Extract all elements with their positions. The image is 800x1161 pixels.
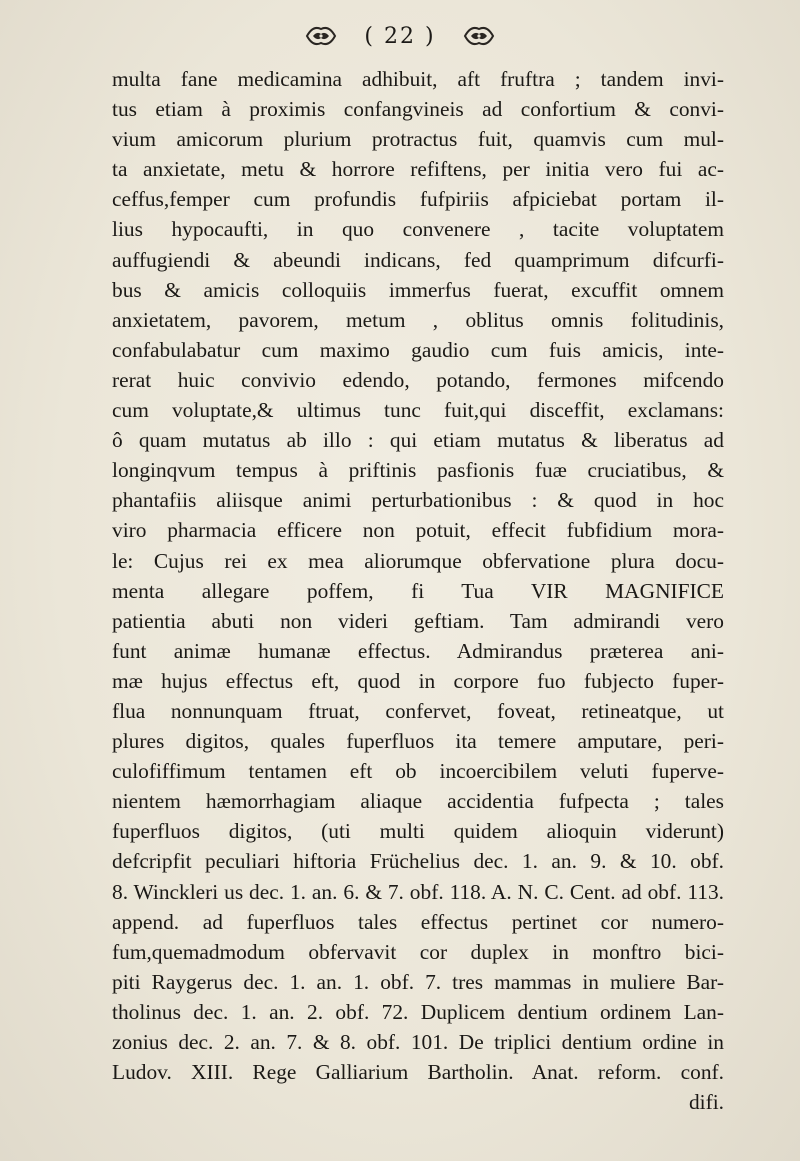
- text-line: menta allegare poffem, fi Tua VIR MAGNIFICE: [112, 578, 724, 603]
- text-line: tus etiam à proximis confangvineis ad confortium & convi-: [112, 97, 724, 122]
- text-line: nientem hæmorrhagiam aliaque accidentia fufpecta ; tales: [112, 789, 724, 814]
- text-line: lius hypocaufti, in quo convenere , tacite voluptatem: [112, 217, 724, 242]
- text-line: longinqvum tempus à priftinis pasfionis fuæ cruciatibus, &: [112, 458, 724, 483]
- text-line: rerat huic convivio edendo, potando, fermones mifcendo: [112, 367, 724, 392]
- text-line: piti Raygerus dec. 1. an. 1. obf. 7. tres mammas in muliere Bar-: [112, 969, 724, 994]
- text-line: funt animæ humanæ effectus. Admirandus præterea ani-: [112, 638, 724, 663]
- text-line: 8. Winckleri us dec. 1. an. 6. & 7. obf. 118. A. N. C. Cent. ad obf. 113.: [112, 879, 724, 904]
- text-line: auffugiendi & abeundi indicans, fed quamprimum difcurfi-: [112, 247, 724, 272]
- text-line: confabulabatur cum maximo gaudio cum fuis amicis, inte-: [112, 337, 724, 362]
- text-line: plures digitos, quales fuperfluos ita temere amputare, peri-: [112, 729, 724, 754]
- text-line: defcripfit peculiari hiftoria Früchelius dec. 1. an. 9. & 10. obf.: [112, 849, 724, 874]
- text-line: zonius dec. 2. an. 7. & 8. obf. 101. De triplici dentium ordine in: [112, 1030, 724, 1054]
- catchword: difi.: [688, 1090, 724, 1115]
- text-line: patientia abuti non videri geftiam. Tam admirandi vero: [112, 608, 724, 633]
- page-number: ( 22 ): [364, 23, 436, 49]
- text-line: viro pharmacia efficere non potuit, effecit fubfidium mora-: [112, 518, 724, 543]
- text-line: bus & amicis colloquiis immerfus fuerat, excuffit omnem: [112, 277, 724, 302]
- text-line: anxietatem, pavorem, metum , oblitus omnis folitudinis,: [112, 307, 724, 332]
- text-line: flua nonnunquam ftruat, confervet, foveat, retineatque, ut: [112, 698, 724, 723]
- text-line: mæ hujus effectus eft, quod in corpore fuo fubjecto fuper-: [112, 668, 724, 693]
- body-text: [112, 64, 724, 1117]
- text-line: cum voluptate,& ultimus tunc fuit,qui disceffit, exclamans:: [112, 398, 724, 423]
- page-header: [0, 14, 800, 58]
- text-line: culofiffimum tentamen eft ob incoercibilem veluti fuperve-: [112, 759, 724, 784]
- left-ornament-icon: [304, 23, 338, 49]
- text-line: fuperfluos digitos, (uti multi quidem alioquin viderunt): [112, 819, 724, 844]
- text-line: le: Cujus rei ex mea aliorumque obfervatione plura docu-: [112, 548, 724, 573]
- text-line: ta anxietate, metu & horrore refiftens, per initia vero fui ac-: [112, 157, 724, 182]
- right-ornament-icon: [462, 23, 496, 49]
- text-line: append. ad fuperfluos tales effectus pertinet cor numero-: [112, 909, 724, 934]
- text-line: Ludov. XIII. Rege Galliarium Bartholin. Anat. reform. conf.: [112, 1060, 724, 1085]
- text-line: ceffus,femper cum profundis fufpiriis afpiciebat portam il-: [112, 187, 724, 212]
- text-line: vium amicorum plurium protractus fuit, quamvis cum mul-: [112, 127, 724, 152]
- text-line: tholinus dec. 1. an. 2. obf. 72. Duplicem dentium ordinem Lan-: [112, 999, 724, 1024]
- text-line: fum,quemadmodum obfervavit cor duplex in monftro bici-: [112, 939, 724, 964]
- text-line: phantafiis aliisque animi perturbationibus : & quod in hoc: [112, 488, 724, 513]
- text-line: multa fane medicamina adhibuit, aft fruftra ; tandem invi-: [112, 67, 724, 91]
- text-line: ô quam mutatus ab illo : qui etiam mutatus & liberatus ad: [112, 428, 724, 453]
